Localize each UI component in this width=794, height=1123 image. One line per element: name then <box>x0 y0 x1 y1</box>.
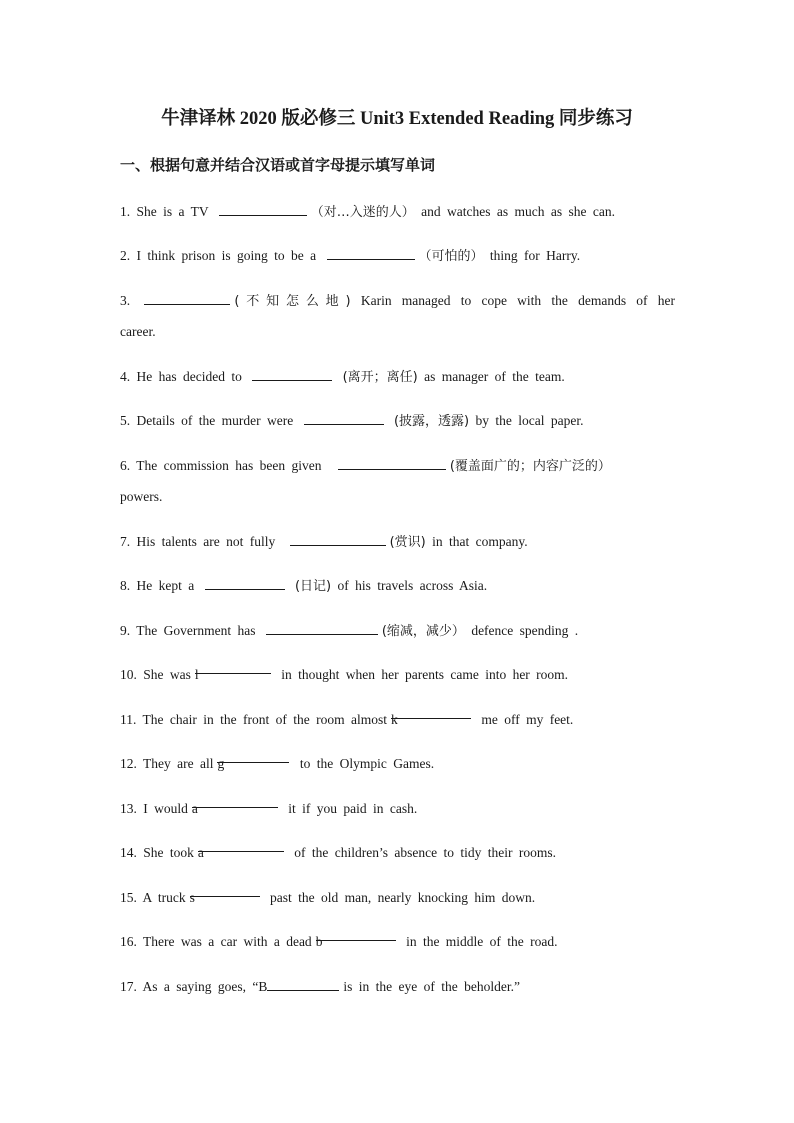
chinese-hint: (离开；离任) <box>342 370 418 385</box>
chinese-hint: (披露，透露) <box>393 414 470 429</box>
question-10 <box>120 659 675 690</box>
question-text: career. <box>120 324 156 339</box>
answer-blank[interactable] <box>290 531 386 546</box>
question-text: me off my feet. <box>481 712 574 727</box>
question-11 <box>120 704 675 735</box>
question-number: 10. <box>120 667 137 682</box>
answer-blank[interactable] <box>315 926 396 949</box>
question-text: She took <box>143 845 194 860</box>
question-text: She was <box>143 667 191 682</box>
question-text: of the children’s absence to tidy their rooms. <box>294 845 556 860</box>
question-14 <box>120 837 675 868</box>
question-text: and watches as much as she can. <box>421 204 615 219</box>
initial-letter: a <box>191 801 198 816</box>
question-text: as manager of the team. <box>424 369 565 384</box>
question-number: 9. <box>120 623 131 638</box>
question-number: 12. <box>120 756 137 771</box>
question-12 <box>120 748 675 779</box>
question-text: The commission has been given <box>136 458 322 473</box>
question-number: 7. <box>120 534 131 549</box>
question-text: past the old man, nearly knocking him down. <box>270 890 536 905</box>
answer-blank[interactable] <box>205 575 285 590</box>
question-number: 2. <box>120 248 131 263</box>
question-15 <box>120 882 675 913</box>
question-text: Details of the murder were <box>136 413 294 428</box>
question-number: 14. <box>120 845 137 860</box>
answer-blank[interactable] <box>390 704 471 727</box>
answer-blank[interactable] <box>191 793 278 816</box>
answer-blank[interactable] <box>267 976 339 991</box>
question-number: 5. <box>120 413 131 428</box>
chinese-hint: (缩减，减少） <box>381 624 465 639</box>
question-number: 8. <box>120 578 131 593</box>
answer-blank[interactable] <box>304 410 384 425</box>
question-text: He has decided to <box>136 369 242 384</box>
question-text: He kept a <box>136 578 195 593</box>
question-text: I would <box>143 801 188 816</box>
question-text: thing for Harry. <box>489 248 581 263</box>
question-text: A truck <box>142 890 186 905</box>
question-9 <box>120 615 675 647</box>
question-text: I think prison is going to be a <box>136 248 317 263</box>
question-text: They are all <box>143 756 214 771</box>
question-17 <box>120 971 675 1002</box>
question-number: 3. <box>120 293 131 308</box>
question-3-continued <box>120 316 675 347</box>
question-4 <box>120 361 675 393</box>
chinese-hint: （对…入迷的人） <box>310 205 415 220</box>
question-1 <box>120 196 675 228</box>
question-text: She is a TV <box>136 204 209 219</box>
question-8 <box>120 570 675 602</box>
answer-blank[interactable] <box>217 748 289 771</box>
section-heading: 一、根据句意并结合汉语或首字母提示填写单词 <box>120 156 436 174</box>
question-text: in the middle of the road. <box>406 934 558 949</box>
answer-blank[interactable] <box>219 201 307 216</box>
answer-blank[interactable] <box>194 659 271 682</box>
question-text: by the local paper. <box>475 413 584 428</box>
question-number: 15. <box>120 890 137 905</box>
chinese-hint: （可怕的） <box>418 249 484 264</box>
question-2 <box>120 240 675 272</box>
answer-blank[interactable] <box>338 455 446 470</box>
question-5 <box>120 405 675 437</box>
question-text: His talents are not fully <box>136 534 276 549</box>
initial-letter: s <box>189 890 195 905</box>
question-3 <box>120 285 675 317</box>
chinese-hint: (覆盖面广的；内容广泛的） <box>449 459 611 474</box>
initial-letter: k <box>390 712 398 727</box>
answer-blank[interactable] <box>252 366 332 381</box>
answer-blank[interactable] <box>197 837 284 860</box>
answer-blank[interactable] <box>189 882 260 905</box>
question-text: of his travels across Asia. <box>337 578 488 593</box>
page-title: 牛津译林 2020 版必修三 Unit3 Extended Reading 同步练习 <box>161 109 633 129</box>
chinese-hint: (日记) <box>294 579 332 594</box>
question-text: Karin managed to cope with the demands of her <box>360 293 676 308</box>
question-text: There was a car with a dead <box>143 934 312 949</box>
question-number: 17. <box>120 979 137 994</box>
question-16 <box>120 926 675 957</box>
question-6-continued <box>120 481 675 512</box>
question-text: defence spending . <box>471 623 579 638</box>
question-text: in that company. <box>432 534 528 549</box>
question-text: The Government has <box>136 623 256 638</box>
question-number: 16. <box>120 934 137 949</box>
answer-blank[interactable] <box>327 245 415 260</box>
question-text: powers. <box>120 489 163 504</box>
question-number: 13. <box>120 801 137 816</box>
question-text: it if you paid in cash. <box>288 801 418 816</box>
question-6 <box>120 450 675 482</box>
initial-letter: a <box>197 845 204 860</box>
question-text: is in the eye of the beholder.” <box>343 979 520 994</box>
chinese-hint: (不知怎么地) <box>234 294 351 309</box>
question-text: The chair in the front of the room almost <box>142 712 387 727</box>
initial-letter: b <box>315 934 323 949</box>
question-7 <box>120 526 675 558</box>
answer-blank[interactable] <box>266 620 378 635</box>
answer-blank[interactable] <box>144 290 230 305</box>
question-number: 4. <box>120 369 131 384</box>
question-number: 11. <box>120 712 137 727</box>
question-text: to the Olympic Games. <box>299 756 435 771</box>
question-13 <box>120 793 675 824</box>
question-number: 6. <box>120 458 131 473</box>
chinese-hint: (赏识) <box>389 535 426 550</box>
initial-letter: l <box>194 667 199 682</box>
question-text: As a saying goes, “B <box>142 979 268 994</box>
initial-letter: g <box>217 756 225 771</box>
question-number: 1. <box>120 204 131 219</box>
question-text: in thought when her parents came into her room. <box>281 667 569 682</box>
